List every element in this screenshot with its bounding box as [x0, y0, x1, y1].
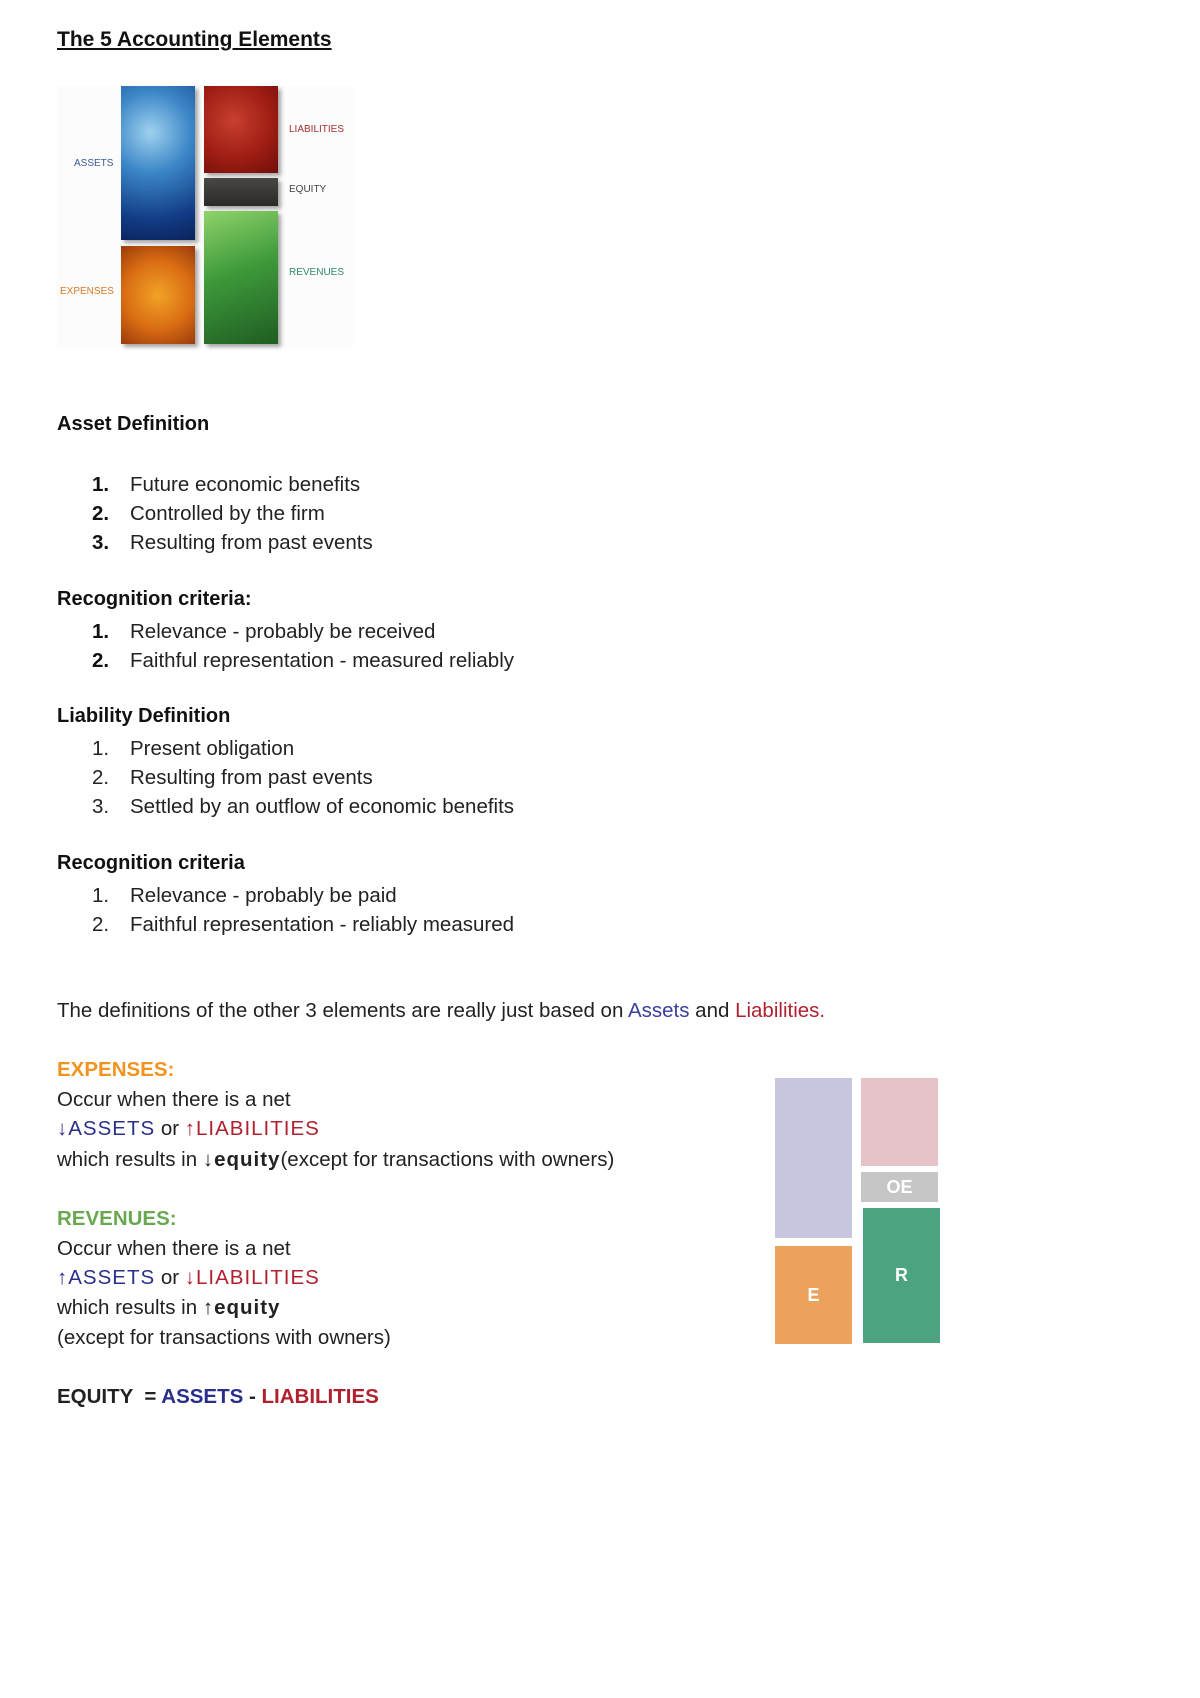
assets-water-tile: [121, 86, 195, 240]
item-number: 1.: [92, 473, 110, 496]
accounting-equation: [57, 1385, 379, 1409]
revenues-line-2: [57, 1266, 320, 1290]
item-text: Resulting from past events: [130, 766, 373, 789]
revenues-line-3: [57, 1296, 280, 1320]
liabilities-decrease: ↓LIABILITIES: [184, 1266, 320, 1289]
expenses-leaves-tile: [121, 246, 195, 344]
and-word: and: [689, 999, 736, 1022]
liabilities-increase: ↑LIABILITIES: [184, 1117, 320, 1140]
item-number: 1.: [92, 620, 110, 643]
item-number: 1.: [92, 737, 110, 760]
page-title: The 5 Accounting Elements: [57, 28, 332, 51]
expenses-line-3: [57, 1148, 614, 1172]
item-number: 2.: [92, 649, 110, 672]
liabilities-block: [861, 1078, 938, 1166]
item-text: Faithful representation - measured reliably: [130, 649, 514, 672]
liabilities-word: Liabilities.: [735, 999, 826, 1022]
item-number: 2.: [92, 913, 110, 936]
liability-recognition-heading: Recognition criteria: [57, 852, 245, 874]
expenses-block: E: [775, 1246, 852, 1344]
item-text: Future economic benefits: [130, 473, 361, 496]
item-text: Controlled by the firm: [130, 502, 325, 525]
item-number: 1.: [92, 884, 110, 907]
item-number: 2.: [92, 502, 110, 525]
equity-decrease: ↓equity: [202, 1148, 281, 1171]
assets-increase: ↑ASSETS: [57, 1266, 156, 1289]
equals-sign: =: [132, 1385, 162, 1408]
sentence-text: The definitions of the other 3 elements are really just based on: [57, 999, 628, 1022]
expenses-label: EXPENSES: [60, 286, 114, 297]
equity-label: EQUITY: [289, 184, 327, 195]
revenues-block: R: [863, 1208, 940, 1343]
item-text: Settled by an outflow of economic benefits: [130, 795, 515, 818]
except-text: (except for transactions with owners): [280, 1148, 615, 1171]
item-number: 2.: [92, 766, 110, 789]
elements-illustration: [57, 86, 353, 348]
asset-definition-heading: Asset Definition: [57, 413, 210, 435]
expenses-heading: EXPENSES:: [57, 1058, 175, 1081]
expenses-line-2: [57, 1117, 320, 1141]
assets-block: [775, 1078, 852, 1238]
revenues-line-1: Occur when there is a net: [57, 1237, 291, 1260]
assets-term: ASSETS: [161, 1385, 244, 1408]
results-text: which results in: [57, 1148, 203, 1171]
equity-increase: ↑equity: [202, 1296, 281, 1319]
revenues-grass-tile: [204, 211, 278, 344]
or-word: or: [155, 1266, 185, 1289]
equity-dark-tile: [204, 178, 278, 206]
item-text: Relevance - probably be paid: [130, 884, 397, 907]
item-number: 3.: [92, 531, 110, 554]
item-text: Relevance - probably be received: [130, 620, 436, 643]
assets-label: ASSETS: [74, 158, 114, 169]
assets-word: Assets: [627, 999, 690, 1022]
liability-definition-heading: Liability Definition: [57, 705, 231, 727]
minus-sign: -: [243, 1385, 262, 1408]
owners-equity-block: OE: [861, 1172, 938, 1202]
equity-term: EQUITY: [57, 1385, 133, 1408]
revenues-line-4: (except for transactions with owners): [57, 1326, 391, 1349]
results-text: which results in: [57, 1296, 203, 1319]
elements-block-diagram: [740, 1070, 940, 1340]
item-text: Resulting from past events: [130, 531, 373, 554]
other-elements-sentence: [57, 999, 825, 1023]
item-text: Present obligation: [130, 737, 295, 760]
liabilities-term: LIABILITIES: [261, 1385, 379, 1408]
revenues-heading: REVENUES:: [57, 1207, 177, 1230]
liabilities-red-tile: [204, 86, 278, 173]
revenues-label: REVENUES: [289, 267, 345, 278]
asset-recognition-heading: Recognition criteria:: [57, 588, 252, 610]
liabilities-label: LIABILITIES: [289, 124, 345, 135]
item-number: 3.: [92, 795, 110, 818]
or-word: or: [155, 1117, 185, 1140]
assets-decrease: ↓ASSETS: [57, 1117, 156, 1140]
expenses-line-1: Occur when there is a net: [57, 1088, 291, 1111]
item-text: Faithful representation - reliably measured: [130, 913, 514, 936]
